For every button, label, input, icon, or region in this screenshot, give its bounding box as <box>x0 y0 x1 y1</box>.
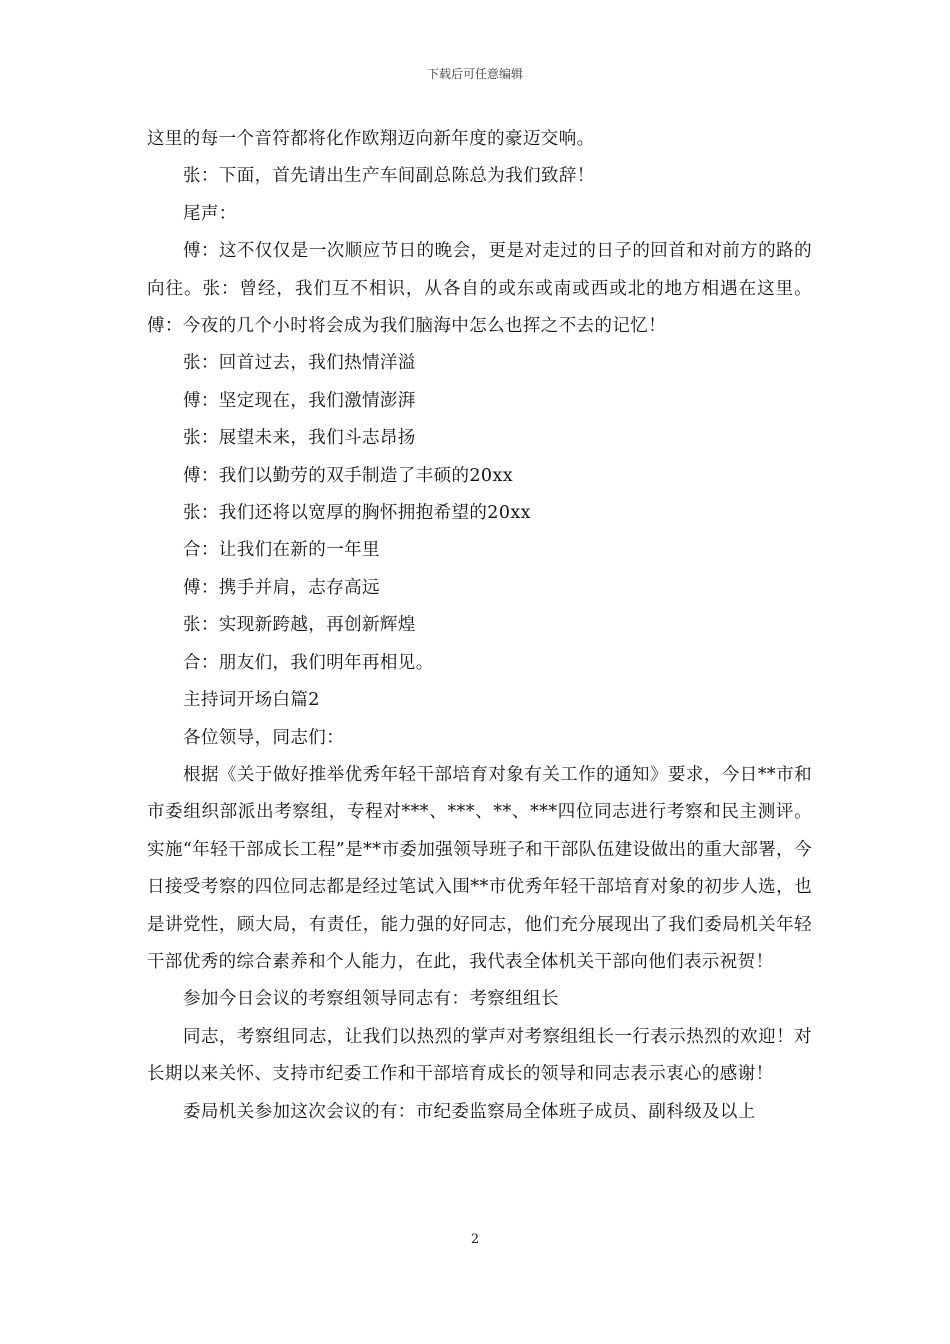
paragraph: 张：展望未来，我们斗志昂扬 <box>183 428 416 449</box>
paragraph: 张：回首过去，我们热情洋溢 <box>183 353 416 374</box>
salutation: 各位领导，同志们： <box>183 727 345 748</box>
paragraph: 合：朋友们，我们明年再相见。 <box>183 652 434 673</box>
paragraph: 根据《关于做好推举优秀年轻干部培育对象有关工作的通知》要求，今日**市和市委组织部派出考察组，专程对***、***、**、***四位同志进行考察和民主测评。实施“年轻干部成长工程”是**市委加强领导班子和干部队伍建设做出的重大部署，今日接受考察的四位同志都是经过笔试入围**市优秀年轻干部培育对象的初步人选，也是讲党性，顾大局，有责任，能力强的好同志，他们充分展现出了我们委局机关年轻干部优秀的综合素养和个人能力，在此，我代表全体机关干部向他们表示祝贺！ <box>147 764 812 972</box>
section-heading: 主持词开场白篇2 <box>183 690 320 711</box>
paragraph: 合：让我们在新的一年里 <box>183 540 380 561</box>
paragraph: 傅：这不仅仅是一次顺应节日的晚会，更是对走过的日子的回首和对前方的路的向往。张：曾经，我们互不相识，从各自的或东或南或西或北的地方相遇在这里。傅：今夜的几个小时将会成为我们脑海中怎么也挥之不去的记忆！ <box>147 241 812 337</box>
paragraph: 张：我们还将以宽厚的胸怀拥抱希望的20xx <box>183 503 531 524</box>
paragraph: 张：下面，首先请出生产车间副总陈总为我们致辞！ <box>183 166 595 187</box>
paragraph: 傅：我们以勤劳的双手制造了丰硕的20xx <box>183 465 514 486</box>
page-header: 下载后可任意编辑 <box>426 67 523 81</box>
document-body <box>147 121 812 1131</box>
paragraph: 傅：携手并肩，志存高远 <box>183 577 380 598</box>
paragraph: 委局机关参加这次会议的有：市纪委监察局全体班子成员、副科级及以上 <box>183 1101 756 1122</box>
paragraph: 尾声： <box>183 203 237 224</box>
page-number: 2 <box>470 1232 480 1247</box>
paragraph: 同志，考察组同志，让我们以热烈的掌声对考察组组长一行表示热烈的欢迎！对长期以来关怀、支持市纪委工作和干部培育成长的领导和同志表示衷心的感谢！ <box>147 1026 812 1085</box>
paragraph: 这里的每一个音符都将化作欧翔迈向新年度的豪迈交响。 <box>147 129 595 149</box>
paragraph: 傅：坚定现在，我们激情澎湃 <box>183 390 416 411</box>
paragraph: 参加今日会议的考察组领导同志有：考察组组长 <box>183 989 559 1010</box>
paragraph: 张：实现新跨越，再创新辉煌 <box>183 615 416 636</box>
